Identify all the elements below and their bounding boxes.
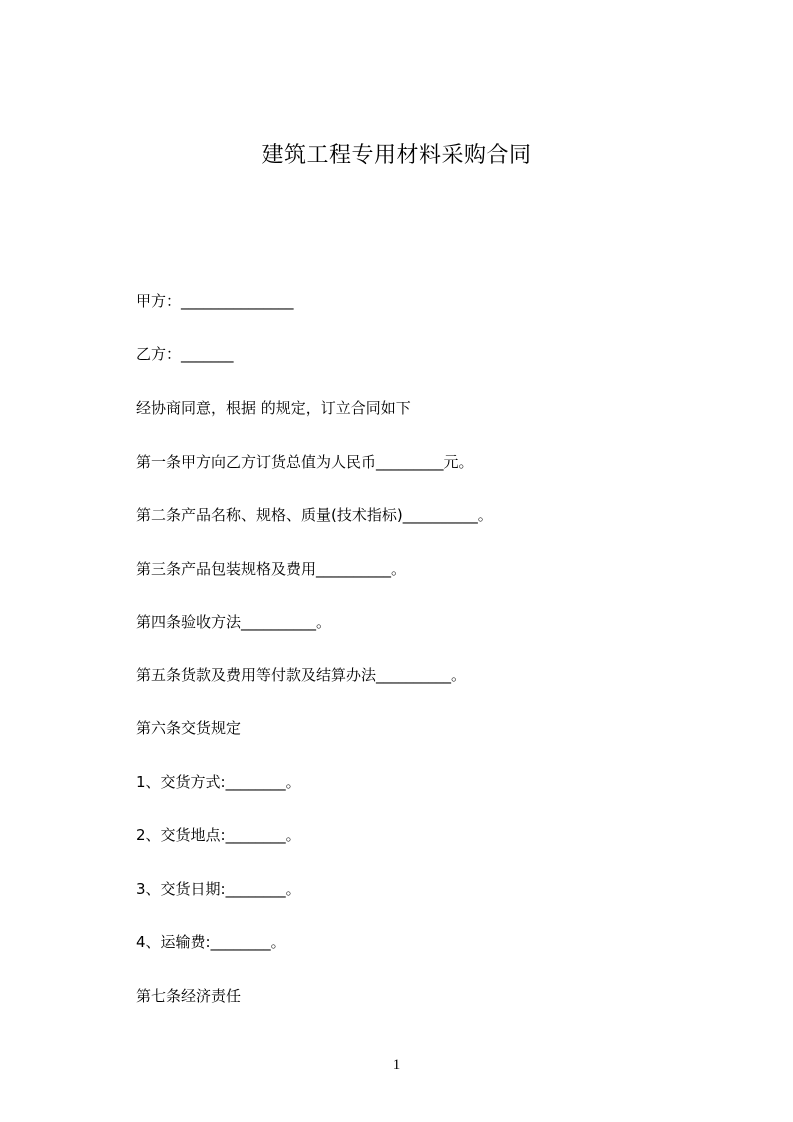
delivery-method-line: 1、交货方式:________。 <box>136 773 301 791</box>
transport-fee-line: 4、运输费:________。 <box>136 933 286 951</box>
clause-1-line: 第一条甲方向乙方订货总值为人民币_________元。 <box>136 453 474 471</box>
clause-3-line: 第三条产品包装规格及费用__________。 <box>136 560 407 578</box>
contract-title: 建筑工程专用材料采购合同 <box>261 143 532 168</box>
party-a-line: 甲方：_______________ <box>136 292 294 310</box>
page-number: 1 <box>392 1057 401 1073</box>
delivery-location-line: 2、交货地点:________。 <box>136 826 301 844</box>
preamble-line: 经协商同意，根据 的规定，订立合同如下 <box>136 399 411 417</box>
delivery-date-line: 3、交货日期:________。 <box>136 880 301 898</box>
party-b-line: 乙方：_______ <box>136 345 234 363</box>
clause-7-heading: 第七条经济责任 <box>136 987 242 1005</box>
clause-4-line: 第四条验收方法__________。 <box>136 613 332 631</box>
clause-5-line: 第五条货款及费用等付款及结算办法__________。 <box>136 666 467 684</box>
clause-2-line: 第二条产品名称、规格、质量(技术指标)__________。 <box>136 506 493 524</box>
clause-6-heading: 第六条交货规定 <box>136 719 242 737</box>
